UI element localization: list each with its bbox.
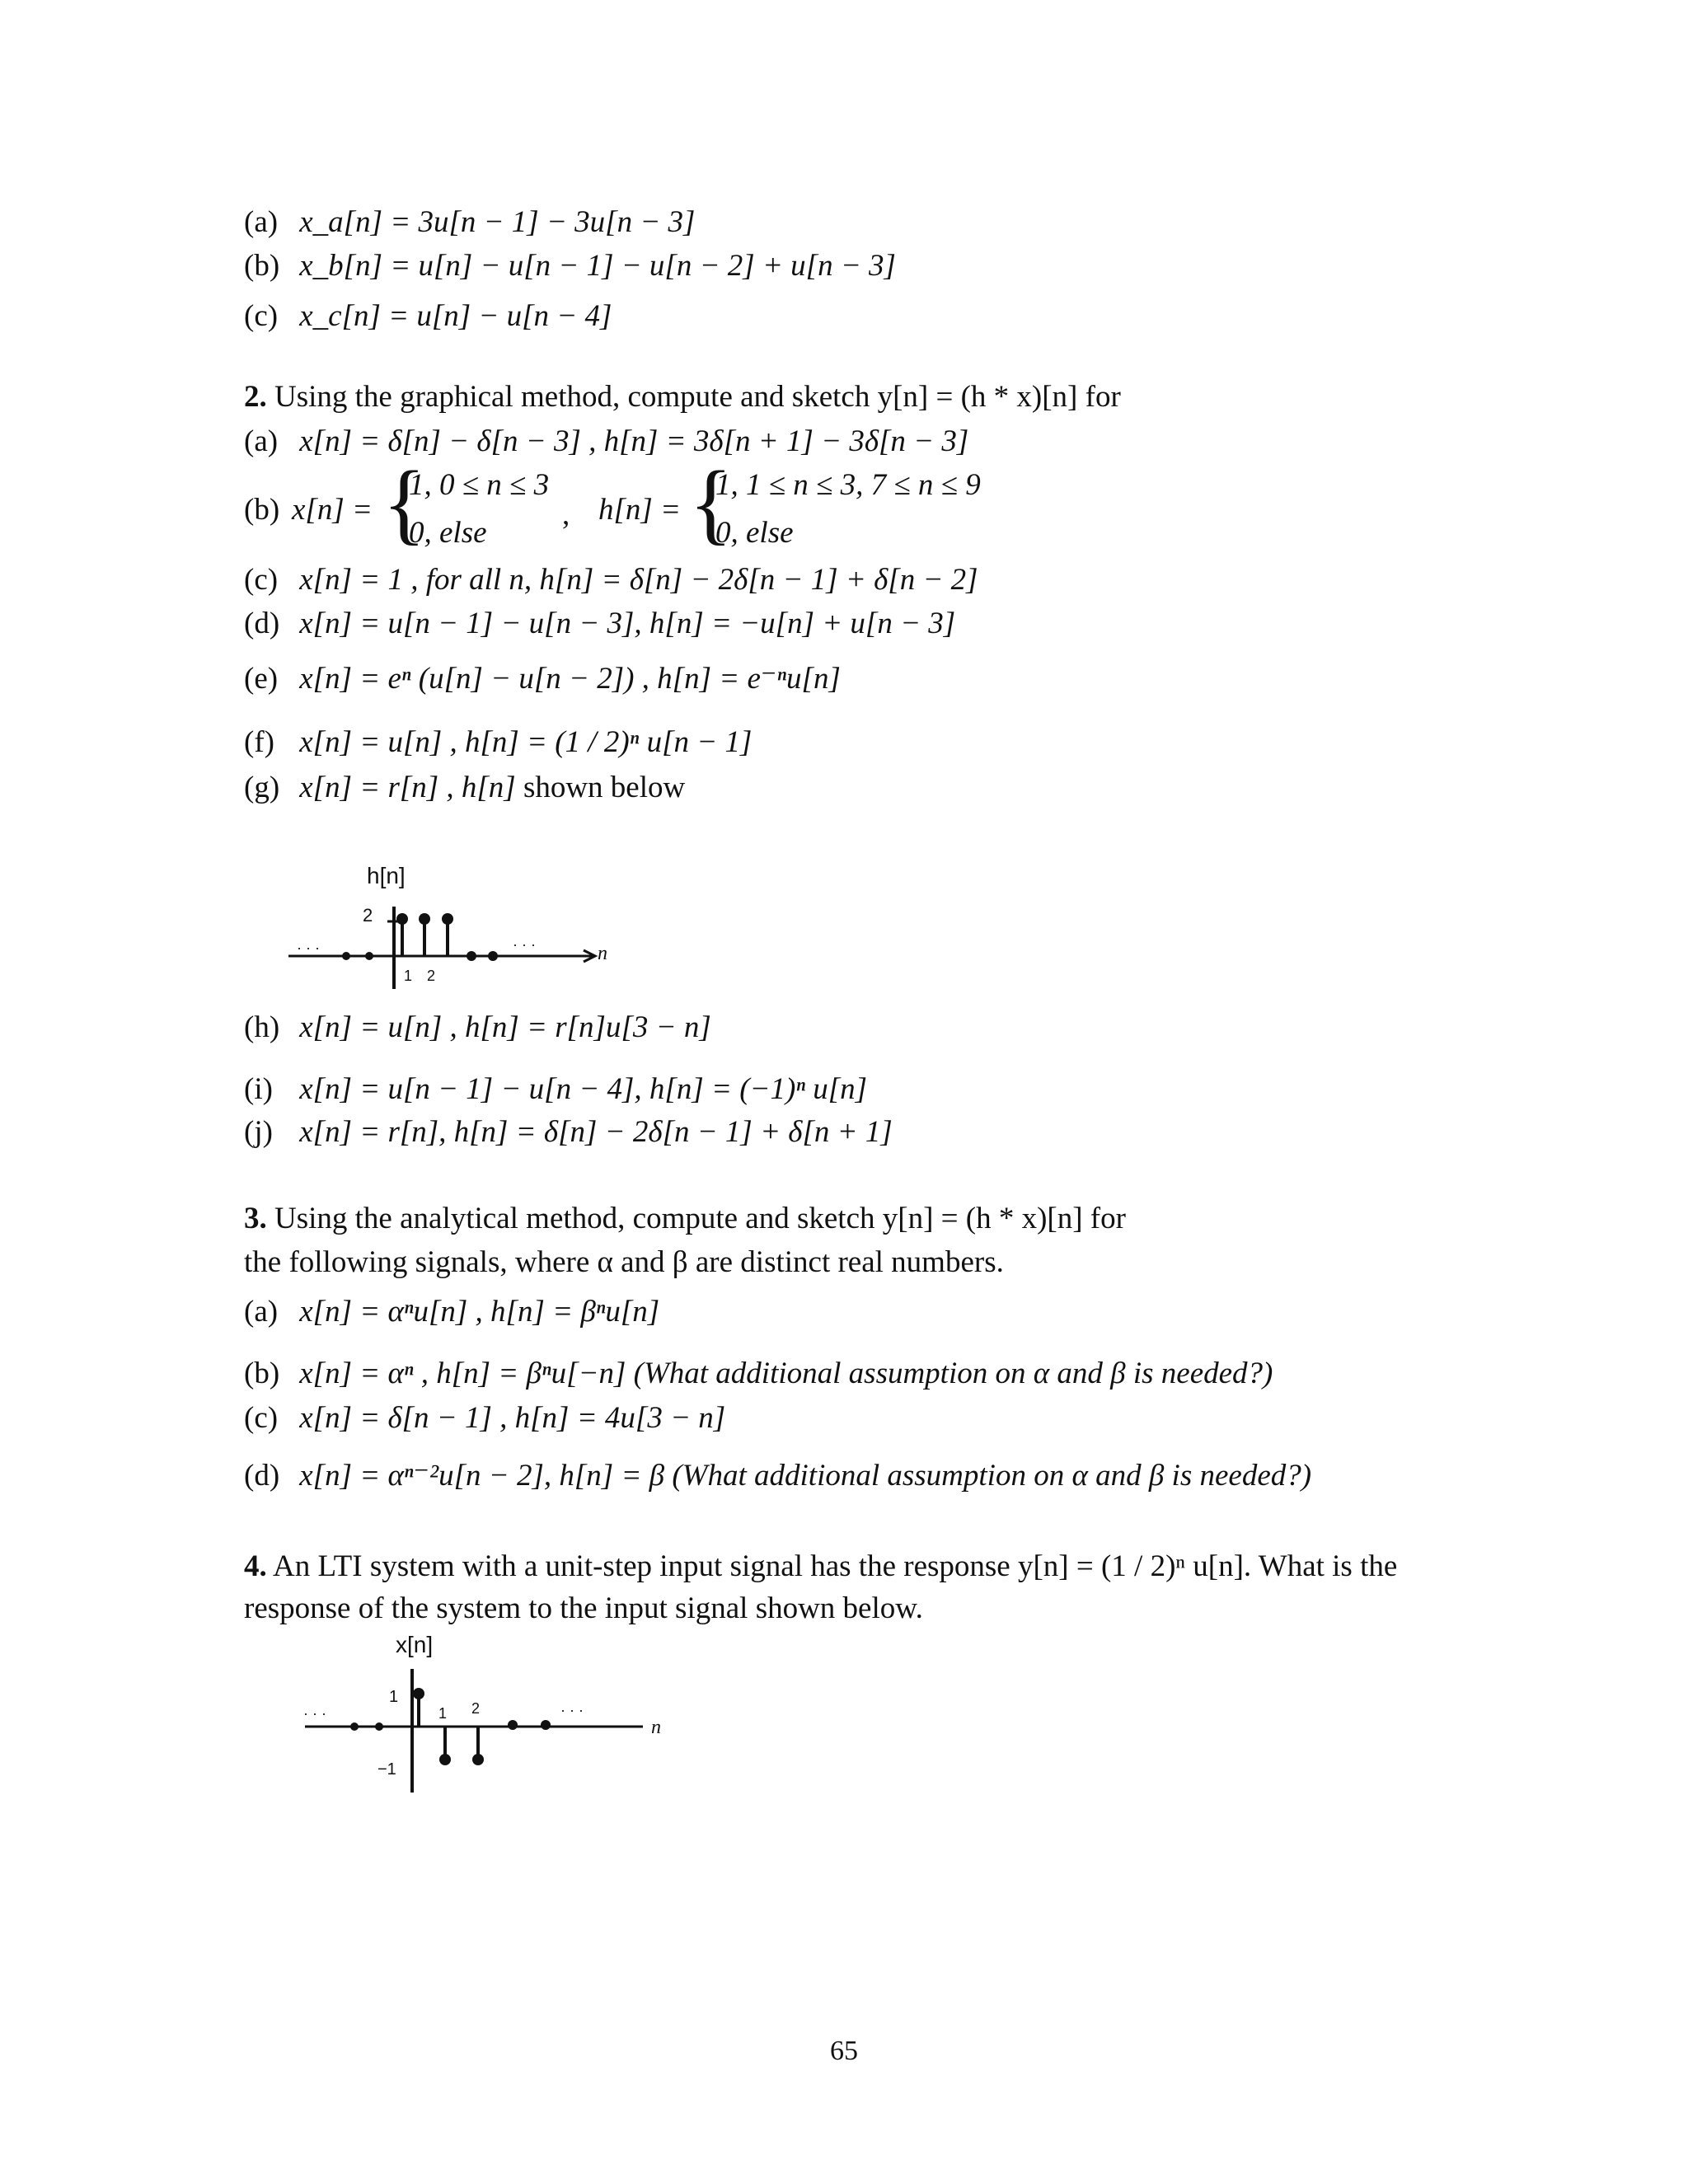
plot-title: h[n] (367, 863, 406, 888)
h-stem-plot (280, 857, 626, 1005)
problem3-part-b (244, 1354, 1273, 1394)
part-label: (e) (244, 662, 279, 696)
x-tick-label: 1 (404, 968, 413, 984)
x-tick-label: 2 (471, 1700, 481, 1717)
part-expression: x[n] = u[n − 1] − u[n − 4], h[n] = (−1)ⁿ u[n] (299, 1072, 868, 1106)
part-expression: x[n] = δ[n] − δ[n − 3] , h[n] = 3δ[n + 1] − 3δ[n − 3] (299, 424, 969, 458)
stem-point (419, 913, 430, 925)
part-expression: x_b[n] = u[n] − u[n − 1] − u[n − 2] + u[n − 3] (299, 249, 896, 283)
part-expression: x[n] = u[n − 1] − u[n − 3], h[n] = −u[n] + u[n − 3] (299, 607, 956, 640)
part-expression: x_c[n] = u[n] − u[n − 4] (299, 299, 612, 333)
stem-point (488, 951, 498, 961)
y-neg-tick-label: −1 (377, 1760, 396, 1779)
x-case-1: 1, 0 ≤ n ≤ 3 (409, 468, 550, 502)
problem2-part-h (244, 1008, 711, 1047)
part-expression: x[n] = δ[n − 1] , h[n] = 4u[3 − n] (299, 1401, 726, 1435)
problem-number: 3. (244, 1202, 267, 1235)
x-name: x[n] = (292, 493, 373, 527)
problem3-intro-line1 (244, 1199, 1126, 1239)
problem-text: Using the graphical method, compute and sketch y[n] = (h * x)[n] for (274, 380, 1121, 414)
problem3-part-d (244, 1456, 1311, 1496)
problem2-part-c (244, 560, 978, 600)
stem-point (396, 913, 408, 925)
problem3-part-a (244, 1292, 659, 1332)
y-tick-label: 2 (363, 905, 373, 926)
stem-point (472, 1754, 484, 1765)
part-label: (c) (244, 563, 279, 597)
x-stem-plot (297, 1628, 692, 1801)
problem2-part-f (244, 723, 752, 762)
plot-title: x[n] (396, 1632, 434, 1657)
axis-label: n (598, 943, 607, 964)
part-expression: x[n] = eⁿ (u[n] − u[n − 2]) , h[n] = e⁻ⁿu[n] (299, 662, 841, 696)
problem2-part-b (244, 452, 1151, 556)
problem3-part-c (244, 1399, 725, 1438)
h-brace: { (689, 452, 733, 553)
problem2-part-j (244, 1113, 893, 1152)
part-label: (d) (244, 1459, 280, 1493)
part-label: (j) (244, 1115, 273, 1149)
page-number: 65 (830, 2036, 858, 2066)
part-label: (b) (244, 1357, 280, 1390)
stem-point (350, 1722, 359, 1731)
x-case-2: 0, else (409, 516, 487, 550)
comma: , (562, 498, 570, 532)
stem-point (442, 913, 453, 925)
dots-left: · · · (297, 940, 320, 956)
problem-text: the following signals, where α and β are distinct real numbers. (244, 1245, 1004, 1279)
part-expression: x[n] = αⁿ , h[n] = βⁿu[−n] (What additional assumption on α and β is needed?) (299, 1357, 1273, 1390)
problem-number: 2. (244, 380, 267, 414)
problem2-part-a (244, 422, 968, 462)
part-label: (c) (244, 1401, 279, 1435)
stem-point (467, 951, 476, 961)
problem2-part-i (244, 1070, 867, 1109)
part-suffix: shown below (515, 771, 686, 804)
part-expression: x[n] = αⁿ⁻²u[n − 2], h[n] = β (What additional assumption on α and β is needed?) (299, 1459, 1312, 1493)
stem-point (365, 952, 373, 960)
part-expression: x[n] = u[n] , h[n] = r[n]u[3 − n] (299, 1010, 711, 1044)
problem1-part-c (244, 297, 612, 336)
part-label: (f) (244, 725, 274, 759)
part-label: (h) (244, 1010, 280, 1044)
part-label: (a) (244, 424, 279, 458)
problem2-part-g (244, 768, 685, 808)
problem2-part-d (244, 604, 955, 644)
dots-right: · · · (560, 1702, 584, 1718)
axis-label: n (651, 1717, 661, 1738)
problem4-line1 (244, 1547, 1397, 1586)
part-label: (i) (244, 1072, 273, 1106)
part-label: (d) (244, 607, 280, 640)
part-expression: x[n] = u[n] , h[n] = (1 / 2)ⁿ u[n − 1] (299, 725, 753, 759)
part-label: (a) (244, 205, 279, 239)
h-case-1: 1, 1 ≤ n ≤ 3, 7 ≤ n ≤ 9 (715, 468, 981, 502)
x-brace: { (382, 452, 426, 553)
part-expression: x_a[n] = 3u[n − 1] − 3u[n − 3] (299, 205, 696, 239)
stem-point (508, 1720, 518, 1730)
problem2-intro (244, 377, 1121, 417)
problem-text: Using the analytical method, compute and sketch y[n] = (h * x)[n] for (274, 1202, 1126, 1235)
problem4-line2 (244, 1589, 923, 1629)
part-label: (b) (244, 249, 280, 283)
h-name: h[n] = (598, 493, 682, 527)
dots-right: · · · (513, 936, 536, 953)
x-tick-label: 1 (438, 1705, 448, 1722)
problem-text: response of the system to the input signal shown below. (244, 1591, 923, 1625)
part-label: (c) (244, 299, 279, 333)
problem-number: 4. (244, 1549, 267, 1583)
stem-point (342, 952, 350, 960)
problem-text: An LTI system with a unit-step input signal has the response y[n] = (1 / 2)ⁿ u[n]. What is the (272, 1549, 1398, 1583)
part-expression: x[n] = r[n], h[n] = δ[n] − 2δ[n − 1] + δ[n + 1] (299, 1115, 893, 1149)
problem2-part-e (244, 659, 841, 699)
part-label: (g) (244, 771, 280, 804)
y-pos-tick-label: 1 (389, 1688, 399, 1706)
problem1-part-a (244, 203, 695, 242)
part-expression: x[n] = r[n] , h[n] (299, 771, 516, 804)
dots-left: · · · (303, 1705, 326, 1722)
stem-point (413, 1688, 424, 1699)
h-case-2: 0, else (715, 516, 794, 550)
part-label: (b) (244, 493, 280, 527)
stem-point (541, 1720, 551, 1730)
problem1-part-b (244, 246, 896, 286)
x-tick-label: 2 (427, 968, 436, 984)
part-label: (a) (244, 1295, 279, 1329)
part-expression: x[n] = 1 , for all n, h[n] = δ[n] − 2δ[n − 1] + δ[n − 2] (299, 563, 978, 597)
stem-point (375, 1722, 383, 1731)
problem3-intro-line2 (244, 1243, 1004, 1282)
part-expression: x[n] = αⁿu[n] , h[n] = βⁿu[n] (299, 1295, 660, 1329)
stem-point (439, 1754, 451, 1765)
